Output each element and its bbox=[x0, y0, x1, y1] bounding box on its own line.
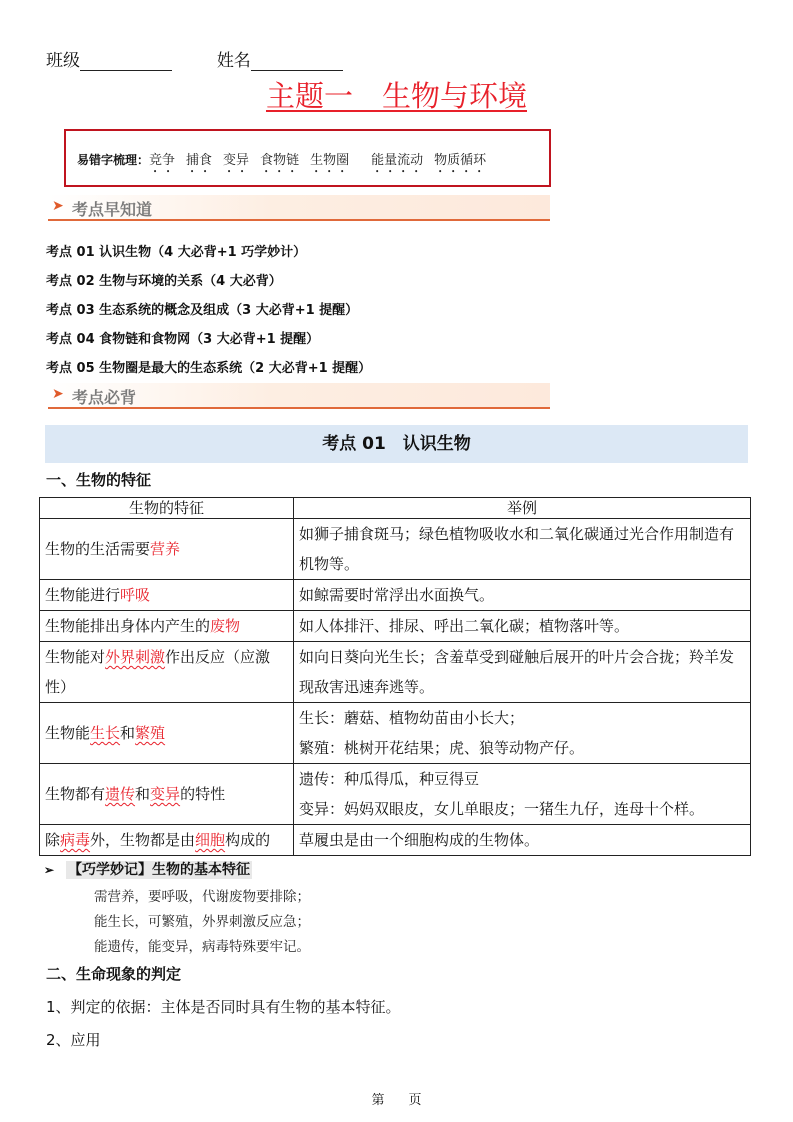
page-title: 主题一 生物与环境 bbox=[265, 79, 527, 113]
key-point-item: 考点 05 生物圈是最大的生态系统（2 大必背+1 提醒） bbox=[46, 361, 372, 376]
section-banner-must-know bbox=[48, 383, 550, 409]
memo-line: 需营养，要呼吸，代谢废物要排除； bbox=[94, 889, 310, 905]
example-cell: 如狮子捕食斑马；绿色植物吸收水和二氧化碳通过光合作用制造有机物等。 bbox=[294, 519, 751, 580]
paragraph-basis: 1、判定的依据：主体是否同时具有生物的基本特征。 bbox=[46, 998, 401, 1016]
feature-cell: 生物能排出身体内产生的废物 bbox=[40, 611, 294, 642]
memo-title: ➢ 【巧学妙记】生物的基本特征 bbox=[44, 862, 250, 878]
error-word: 捕食 bbox=[186, 153, 213, 168]
section-title-bar: 考点 01 认识生物 bbox=[45, 425, 748, 463]
error-word: 变异 bbox=[223, 153, 250, 168]
error-word: 物质循环 bbox=[434, 153, 487, 168]
banner-label: 考点早知道 bbox=[72, 200, 153, 219]
table-row bbox=[40, 825, 751, 856]
key-point-item: 考点 03 生态系统的概念及组成（3 大必背+1 提醒） bbox=[46, 303, 359, 318]
paragraph-application: 2、应用 bbox=[46, 1031, 101, 1049]
feature-cell: 除病毒外，生物都是由细胞构成的 bbox=[40, 825, 294, 856]
name-blank[interactable] bbox=[251, 52, 343, 71]
arrow-icon: ➤ bbox=[52, 386, 64, 402]
feature-cell: 生物的生活需要营养 bbox=[40, 519, 294, 580]
column-header: 举例 bbox=[294, 498, 751, 519]
memo-line: 能生长，可繁殖，外界刺激反应急； bbox=[94, 914, 310, 930]
table-row bbox=[40, 611, 751, 642]
error-words-box bbox=[64, 129, 551, 187]
example-cell: 生长：蘑菇、植物幼苗由小长大； 繁殖：桃树开花结果；虎、狼等动物产仔。 bbox=[294, 703, 751, 764]
table-row bbox=[40, 703, 751, 764]
table-header-row bbox=[40, 498, 751, 519]
example-cell: 如人体排汗、排尿、呼出二氧化碳；植物落叶等。 bbox=[294, 611, 751, 642]
key-point-item: 考点 01 认识生物（4 大必背+1 巧学妙计） bbox=[46, 245, 307, 260]
error-words-label: 易错字梳理： bbox=[77, 153, 150, 167]
example-cell: 草履虫是由一个细胞构成的生物体。 bbox=[294, 825, 751, 856]
column-header: 生物的特征 bbox=[40, 498, 294, 519]
memo-line: 能遗传，能变异，病毒特殊要牢记。 bbox=[94, 939, 310, 955]
table-row bbox=[40, 519, 751, 580]
table-row bbox=[40, 642, 751, 703]
features-table bbox=[39, 497, 751, 856]
error-word: 竞争 bbox=[149, 153, 176, 168]
example-cell: 如鲸需要时常浮出水面换气。 bbox=[294, 580, 751, 611]
feature-cell: 生物能生长和繁殖 bbox=[40, 703, 294, 764]
key-point-item: 考点 04 食物链和食物网（3 大必背+1 提醒） bbox=[46, 332, 320, 347]
page-footer: 第 页 bbox=[371, 1093, 422, 1108]
class-blank[interactable] bbox=[80, 52, 172, 71]
feature-cell: 生物能对外界刺激作出反应（应激性） bbox=[40, 642, 294, 703]
table-row bbox=[40, 580, 751, 611]
name-label: 姓名 bbox=[216, 51, 251, 71]
error-word: 能量流动 bbox=[371, 153, 424, 168]
banner-label: 考点必背 bbox=[72, 388, 137, 407]
feature-cell: 生物能进行呼吸 bbox=[40, 580, 294, 611]
feature-cell: 生物都有遗传和变异的特性 bbox=[40, 764, 294, 825]
section-banner-preview bbox=[48, 195, 550, 221]
error-word: 生物圈 bbox=[310, 153, 350, 168]
table-row bbox=[40, 764, 751, 825]
heading-life: 二、生命现象的判定 bbox=[46, 965, 182, 983]
example-cell: 遗传：种瓜得瓜，种豆得豆 变异：妈妈双眼皮，女儿单眼皮；一猪生九仔，连母十个样。 bbox=[294, 764, 751, 825]
example-cell: 如向日葵向光生长；含羞草受到碰触后展开的叶片会合拢；羚羊发现敌害迅速奔逃等。 bbox=[294, 642, 751, 703]
error-word: 食物链 bbox=[260, 153, 300, 168]
class-label: 班级 bbox=[46, 51, 80, 71]
key-point-item: 考点 02 生物与环境的关系（4 大必背） bbox=[46, 274, 282, 289]
arrow-icon: ➤ bbox=[52, 198, 64, 214]
heading-features: 一、生物的特征 bbox=[46, 471, 152, 489]
class-name-line bbox=[46, 46, 343, 71]
bullet-arrow-icon: ➢ bbox=[44, 863, 55, 877]
